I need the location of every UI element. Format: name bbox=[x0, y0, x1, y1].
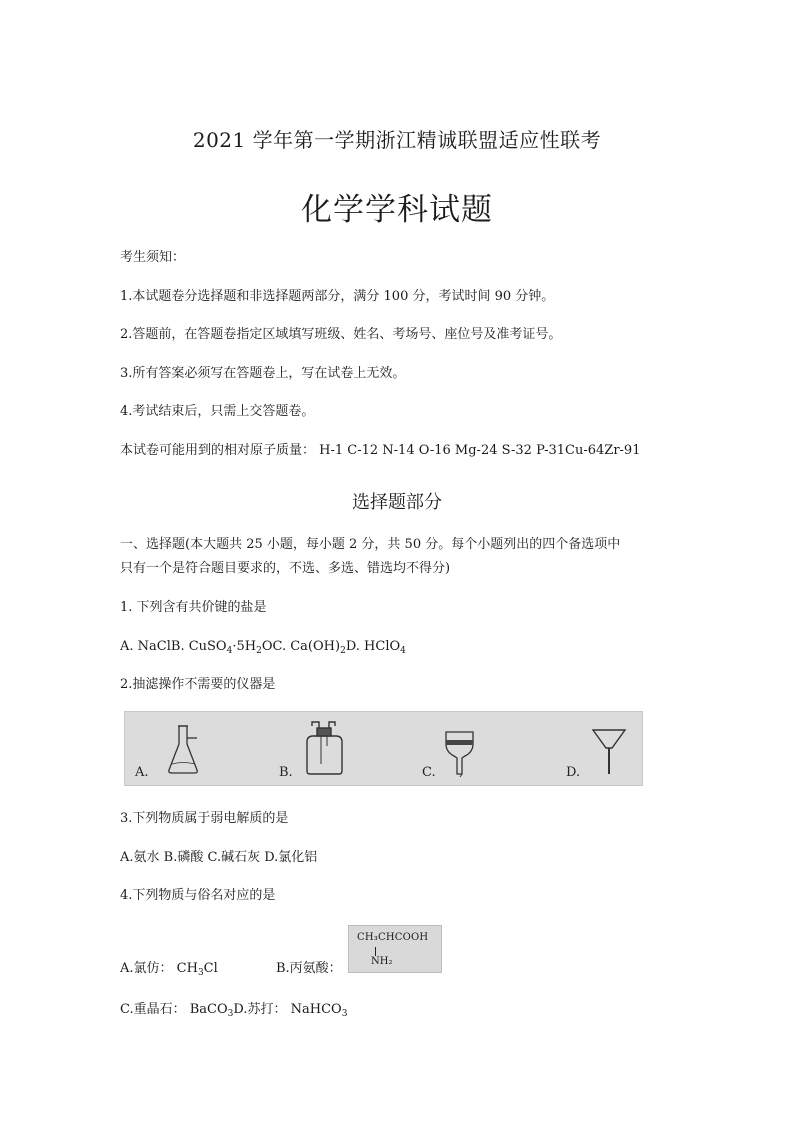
apparatus-label-c: C. bbox=[422, 765, 436, 780]
q1-option-a: A. NaCl bbox=[120, 639, 171, 654]
q4-option-d: D.苏打： NaHCO$_3$ bbox=[233, 1002, 348, 1019]
structure-amino-group: NH₂ bbox=[371, 956, 393, 967]
q1-option-d: D. HClO$_4$ bbox=[345, 639, 406, 656]
q1-stem: 1. 下列含有共价键的盐是 bbox=[120, 600, 267, 615]
q3-options: A.氨水 B.磷酸 C.碱石灰 D.氯化铝 bbox=[120, 850, 318, 865]
apparatus-label-d: D. bbox=[566, 765, 581, 780]
section-title: 选择题部分 bbox=[352, 492, 442, 513]
apparatus-label-b: B. bbox=[279, 765, 293, 780]
apparatus-photo bbox=[124, 711, 643, 786]
funnel-icon bbox=[593, 730, 625, 774]
q3-stem: 3.下列物质属于弱电解质的是 bbox=[120, 811, 289, 826]
apparatus-drawing bbox=[125, 712, 644, 787]
q2-stem: 2.抽滤操作不需要的仪器是 bbox=[120, 677, 276, 692]
q1-options bbox=[120, 638, 406, 656]
q4-option-a: A.氯仿： $CH_3Cl$ bbox=[120, 961, 218, 978]
alanine-structure-image bbox=[348, 925, 442, 973]
q4-option-c: C.重晶石： BaCO$_3$ bbox=[120, 1002, 234, 1019]
exam-title: 2021 学年第一学期浙江精诚联盟适应性联考 bbox=[192, 128, 602, 152]
notice-heading: 考生须知： bbox=[120, 250, 186, 265]
structure-bond-line bbox=[375, 947, 376, 956]
atomic-masses: 本试卷可能用到的相对原子质量： H-1 C-12 N-14 O-16 Mg-24 S-32 P-31Cu-64Zr-91 bbox=[120, 443, 641, 458]
section-intro-line2: 只有一个是符合题目要求的，不选、多选、错选均不得分) bbox=[120, 561, 451, 576]
subject-title: 化学学科试题 bbox=[301, 192, 493, 228]
q4-option-b: B.丙氨酸： bbox=[276, 961, 342, 976]
suction-flask-icon bbox=[169, 726, 197, 773]
notice-item-4: 4.考试结束后，只需上交答题卷。 bbox=[120, 404, 315, 419]
section-intro-line1: 一、选择题(本大题共 25 小题，每小题 2 分，共 50 分。每个小题列出的四个备选项中 bbox=[120, 537, 621, 552]
notice-item-1: 1.本试题卷分选择题和非选择题两部分，满分 100 分，考试时间 90 分钟。 bbox=[120, 289, 555, 304]
q4-options-cd bbox=[120, 1001, 347, 1019]
q4-stem: 4.下列物质与俗名对应的是 bbox=[120, 888, 276, 903]
notice-item-2: 2.答题前，在答题卷指定区域填写班级、姓名、考场号、座位号及准考证号。 bbox=[120, 327, 562, 342]
buchner-funnel-icon bbox=[446, 732, 473, 777]
notice-item-3: 3.所有答案必须写在答题卷上，写在试卷上无效。 bbox=[120, 366, 406, 381]
q1-option-b: B. $CuSO_4\cdot 5H_2O$ bbox=[170, 639, 273, 656]
q1-option-c: C. $Ca(OH)_2$ bbox=[272, 639, 346, 656]
apparatus-label-a: A. bbox=[135, 765, 149, 780]
structure-top-formula: CH₃CHCOOH bbox=[357, 932, 429, 943]
wash-bottle-icon bbox=[307, 722, 342, 774]
